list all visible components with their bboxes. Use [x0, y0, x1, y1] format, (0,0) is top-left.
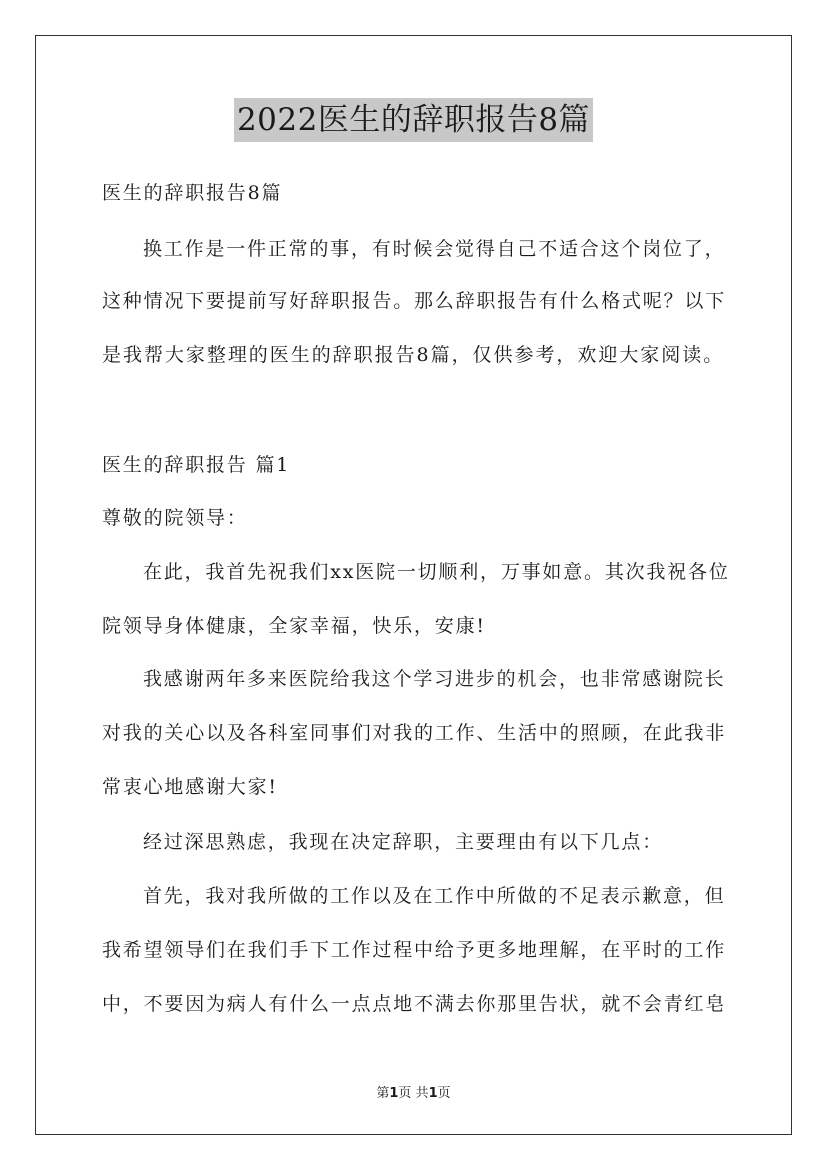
paragraph-2-line-3: 常衷心地感谢大家!: [102, 776, 278, 798]
paragraph-4-line-2: 我希望领导们在我们手下工作过程中给予更多地理解，在平时的工作: [102, 939, 727, 961]
salutation: 尊敬的院领导：: [102, 507, 248, 529]
paragraph-3-line-1: 经过深思熟虑，我现在决定辞职，主要理由有以下几点：: [143, 831, 664, 853]
paragraph-1-line-2: 院领导身体健康，全家幸福，快乐，安康!: [102, 615, 486, 637]
paragraph-1-line-1: 在此，我首先祝我们xx医院一切顺利，万事如意。其次我祝各位: [143, 561, 730, 583]
intro-line-1: 换工作是一件正常的事，有时候会觉得自己不适合这个岗位了，: [143, 238, 726, 260]
document-subtitle: 医生的辞职报告8篇: [102, 182, 283, 204]
intro-line-2: 这种情况下要提前写好辞职报告。那么辞职报告有什么格式呢？以下: [102, 290, 727, 312]
paragraph-4-line-1: 首先，我对我所做的工作以及在工作中所做的不足表示歉意，但: [143, 885, 726, 907]
footer-page-prefix: 第: [376, 1086, 390, 1101]
footer-current-page: 1: [389, 1086, 399, 1101]
footer-total-pages: 1: [428, 1086, 438, 1101]
footer-page-suffix: 页: [437, 1086, 451, 1101]
title-container: [0, 98, 827, 142]
page-footer: [0, 1082, 827, 1101]
section-heading: 医生的辞职报告 篇1: [102, 454, 291, 476]
document-title: 2022医生的辞职报告8篇: [234, 98, 593, 142]
footer-page-mid: 页 共: [398, 1086, 429, 1101]
intro-line-3: 是我帮大家整理的医生的辞职报告8篇，仅供参考，欢迎大家阅读。: [102, 344, 724, 366]
paragraph-2-line-2: 对我的关心以及各科室同事们对我的工作、生活中的照顾，在此我非: [102, 722, 727, 744]
paragraph-4-line-3: 中，不要因为病人有什么一点点地不满去你那里告状，就不会青红皂: [102, 993, 727, 1015]
paragraph-2-line-1: 我感谢两年多来医院给我这个学习进步的机会，也非常感谢院长: [143, 668, 726, 690]
